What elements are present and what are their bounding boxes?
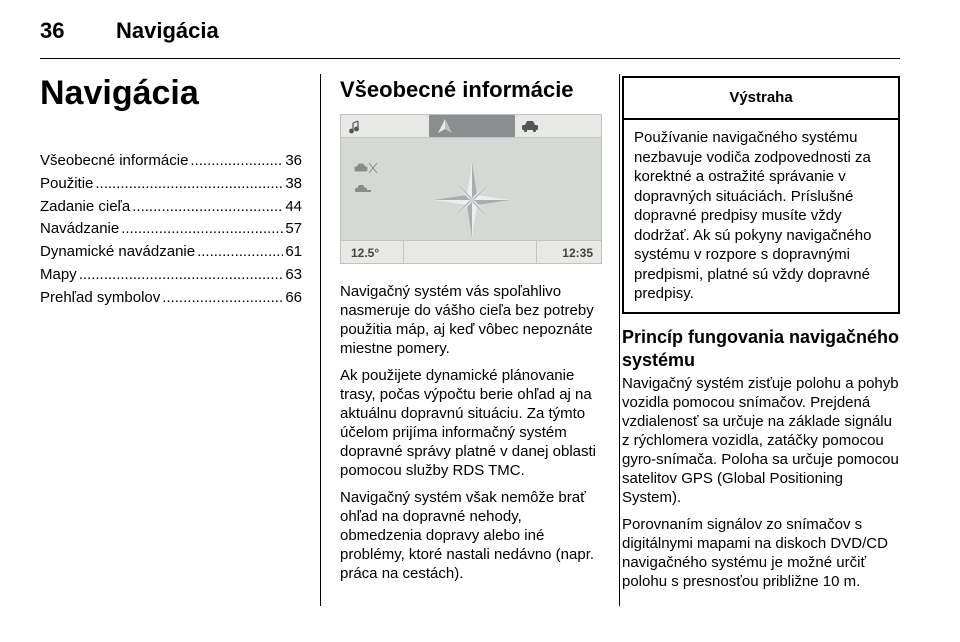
- middle-body: [340, 282, 602, 583]
- car-crossed-icon: [355, 163, 377, 173]
- toc-page: 38: [285, 174, 302, 192]
- paragraph: Ak použijete dynamické plánovanie trasy, počas výpočtu berie ohľad aj na aktuálnu dopravnú situáciu. Za týmto účelom prijíma informačný systém dopravné správy platné v danej oblasti pomocou služby RDS TMC.: [340, 367, 596, 479]
- toc-entry[interactable]: [40, 173, 302, 196]
- navigation-arrow-icon: [438, 119, 452, 133]
- toc-leader: [190, 150, 283, 173]
- chapter-title: Navigácia: [40, 74, 199, 112]
- table-of-contents: [40, 150, 302, 310]
- compass-rose-icon: [434, 162, 510, 238]
- toc-page: 61: [285, 243, 302, 261]
- toc-label: Všeobecné informácie: [40, 152, 189, 169]
- subheading: Princíp fungovania navigačného systému: [622, 326, 900, 370]
- navigation-screen-illustration: [340, 114, 602, 264]
- warning-title: Výstraha: [624, 78, 898, 120]
- toc-label: Navádzanie: [40, 220, 120, 238]
- toc-label: Prehľad symbolov: [40, 288, 161, 306]
- left-column: [40, 70, 302, 310]
- paragraph: Navigačný systém však nemôže brať ohľad na dopravné nehody, obmedzenia dopravy alebo iné problémy, ktoré nastali nedávno (napr. práca na cestách).: [340, 489, 595, 582]
- screen-clock: 12:35: [562, 246, 593, 260]
- toc-page: 57: [285, 220, 302, 238]
- column-divider-1: [320, 74, 321, 606]
- column-divider-2: [619, 74, 620, 606]
- toc-page: 36: [285, 152, 302, 169]
- toc-label: Zadanie cieľa: [40, 197, 131, 215]
- music-note-icon: [350, 121, 359, 133]
- toc-label: Mapy: [40, 265, 77, 283]
- toc-label: Použitie: [40, 174, 94, 192]
- toc-entry[interactable]: [40, 150, 302, 173]
- screen-separator: [536, 241, 537, 263]
- right-column: [622, 76, 900, 599]
- running-title: Navigácia: [116, 18, 219, 43]
- screen-separator: [403, 241, 404, 263]
- toc-page: 44: [285, 197, 302, 215]
- middle-column: [340, 76, 602, 591]
- paragraph: Navigačný systém zisťuje polohu a pohyb vozidla pomocou snímačov. Prejdená vzdialenosť sa určuje na základe signálu z rýchlomera vozidla, zatáčky pomocou gyro-snímača. Poloha sa určuje pomocou satelitov GPS (Global Positioning System).: [622, 374, 899, 506]
- toc-entry[interactable]: [40, 218, 302, 241]
- toc-leader: [197, 241, 283, 264]
- car-small-icon: [355, 185, 371, 192]
- warning-text: Používanie navigačného systému nezbavuje vodiča zodpovednosti za korektné a ostražité správanie v dopravných situáciách. Príslušné dopravné predpisy musíte vždy dodržať. Ak sú pokyny navigačného systému v rozpore s dopravnými predpismi, platné sú vždy dopravné predpisy.: [634, 129, 872, 302]
- screen-temperature: 12.5°: [351, 246, 380, 260]
- paragraph: Navigačný systém vás spoľahlivo nasmeruje do vášho cieľa bez potreby použitia máp, aj keď vôbec nepoznáte miestne pomery.: [340, 283, 594, 357]
- page-number: 36: [40, 18, 65, 43]
- toc-leader: [79, 264, 284, 287]
- screen-bottom-bar: [341, 240, 601, 263]
- toc-page: 63: [285, 265, 302, 283]
- toc-entry[interactable]: [40, 241, 302, 264]
- toc-leader: [95, 173, 283, 196]
- paragraph: Porovnaním signálov zo snímačov s digitálnymi mapami na diskoch DVD/CD navigačného systému je možné určiť polohu s presnosťou približne 10 m.: [622, 515, 888, 590]
- toc-entry[interactable]: [40, 264, 302, 287]
- toc-entry[interactable]: [40, 196, 302, 219]
- warning-box: [622, 76, 900, 314]
- header-divider: [40, 58, 900, 59]
- toc-leader: [132, 196, 283, 219]
- toc-label: Dynamické navádzanie: [40, 243, 196, 261]
- toc-page: 66: [285, 288, 302, 306]
- section-title: Všeobecné informácie: [340, 77, 574, 102]
- toc-leader: [162, 287, 283, 310]
- toc-leader: [121, 218, 283, 241]
- car-icon: [522, 121, 538, 132]
- toc-entry[interactable]: [40, 287, 302, 310]
